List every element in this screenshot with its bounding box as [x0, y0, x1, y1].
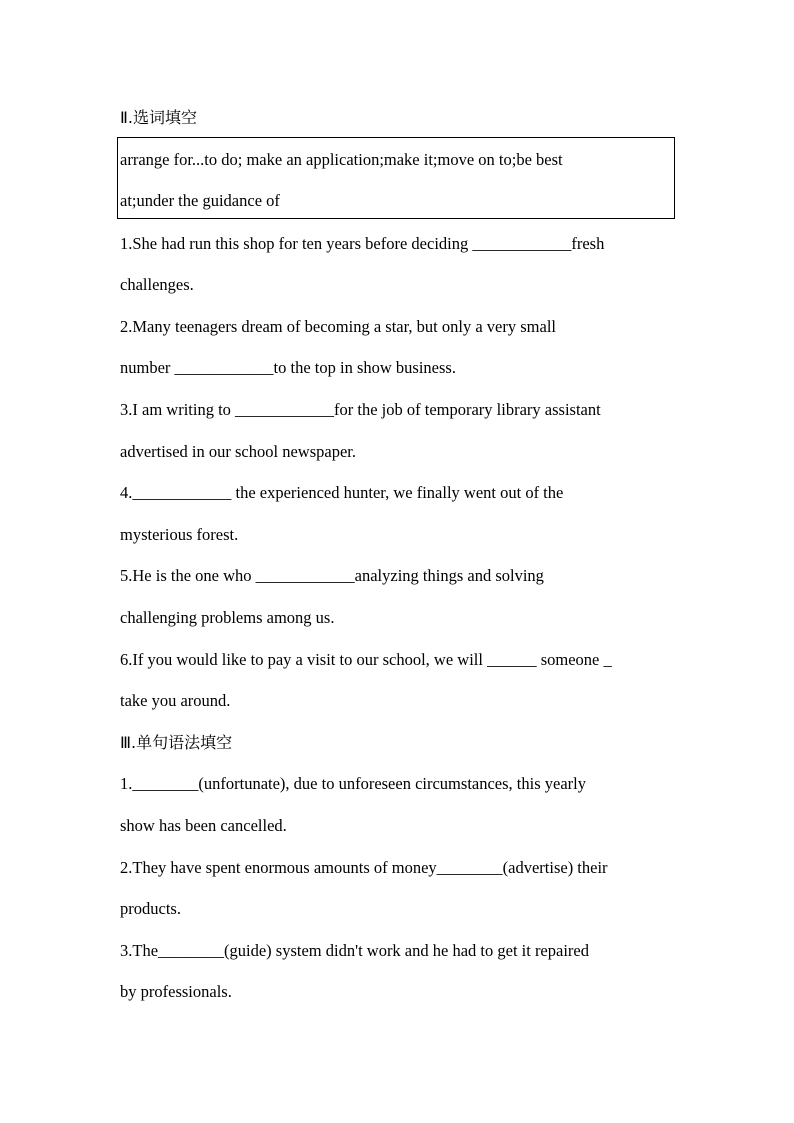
- question-2-2-line-2: number ____________to the top in show business.: [120, 358, 456, 377]
- question-3-1-line-2: show has been cancelled.: [120, 816, 287, 835]
- question-3-2-line-2: products.: [120, 899, 181, 918]
- question-2-1-line-1: 1.She had run this shop for ten years before deciding ____________fresh: [120, 234, 605, 253]
- word-bank-line-2: at;under the guidance of: [120, 191, 280, 210]
- question-2-6-line-2: take you around.: [120, 691, 231, 710]
- question-2-3-line-1: 3.I am writing to ____________for the job of temporary library assistant: [120, 400, 601, 419]
- question-2-4-line-2: mysterious forest.: [120, 525, 239, 544]
- section-2-heading: Ⅱ.选词填空: [120, 108, 197, 127]
- question-3-2-line-1: 2.They have spent enormous amounts of money________(advertise) their: [120, 858, 608, 877]
- question-3-3-line-1: 3.The________(guide) system didn't work and he had to get it repaired: [120, 941, 589, 960]
- question-2-2-line-1: 2.Many teenagers dream of becoming a star, but only a very small: [120, 317, 556, 336]
- question-2-6-line-1: 6.If you would like to pay a visit to our school, we will ______ someone _: [120, 650, 612, 669]
- question-2-3-line-2: advertised in our school newspaper.: [120, 442, 356, 461]
- question-3-1-line-1: 1.________(unfortunate), due to unforeseen circumstances, this yearly: [120, 774, 586, 793]
- section-3-heading: Ⅲ.单句语法填空: [120, 733, 233, 752]
- question-3-3-line-2: by professionals.: [120, 982, 232, 1001]
- question-2-1-line-2: challenges.: [120, 275, 194, 294]
- question-2-5-line-1: 5.He is the one who ____________analyzing things and solving: [120, 566, 544, 585]
- word-bank-line-1: arrange for...to do; make an application;make it;move on to;be best: [120, 150, 563, 169]
- question-2-5-line-2: challenging problems among us.: [120, 608, 335, 627]
- question-2-4-line-1: 4.____________ the experienced hunter, we finally went out of the: [120, 483, 564, 502]
